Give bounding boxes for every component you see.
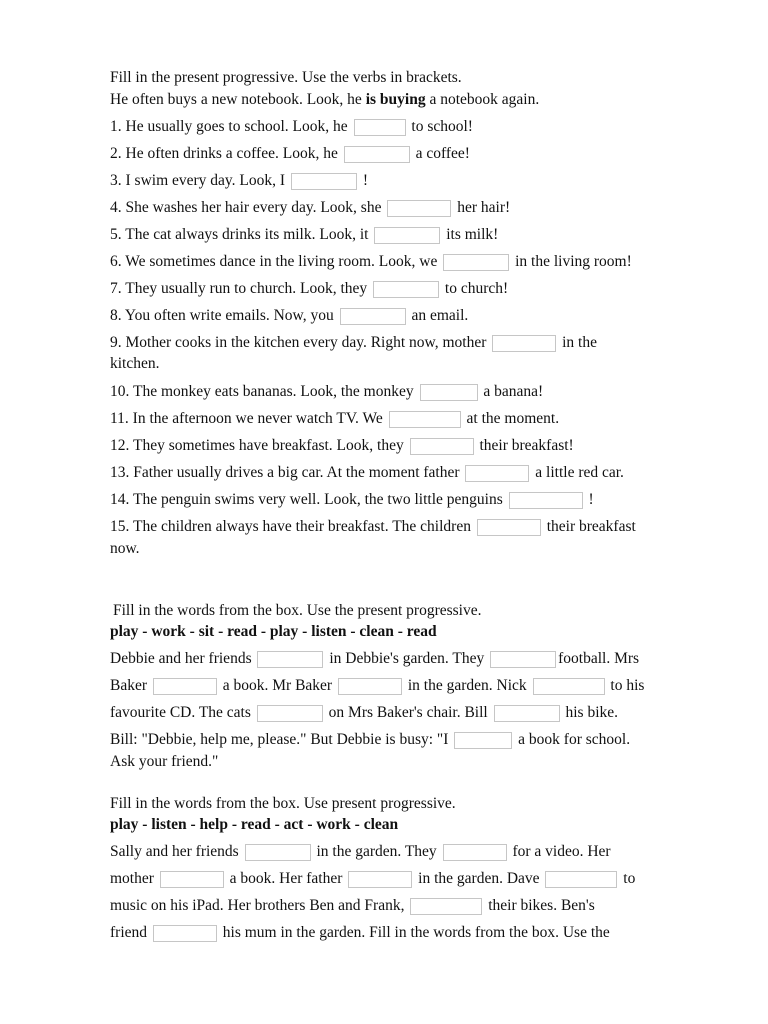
item-tail: its milk! <box>446 226 499 243</box>
item-12 <box>110 437 574 455</box>
exercise-1-title: Fill in the present progressive. Use the verbs in brackets. <box>110 69 462 86</box>
item-text: 14. The penguin swims very well. Look, the two little penguins <box>110 491 503 508</box>
item-text: 7. They usually run to church. Look, they <box>110 280 368 297</box>
item-6 <box>110 253 632 271</box>
ex2-gap-3[interactable] <box>153 678 217 695</box>
ex2-line-5: Ask your friend." <box>110 753 219 770</box>
ex2-text: Baker <box>110 677 148 694</box>
item-tail: their breakfast <box>546 518 636 535</box>
answer-field-1[interactable] <box>354 119 406 136</box>
ex3-text: in the garden. Dave <box>418 870 540 887</box>
ex2-text: a book. Mr Baker <box>222 677 333 694</box>
ex2-text: a book for school. <box>518 731 631 748</box>
ex3-text: their bikes. Ben's <box>488 897 595 914</box>
ex2-line-3 <box>110 704 618 722</box>
ex3-gap-3[interactable] <box>160 871 224 888</box>
ex2-text: Bill: "Debbie, help me, please." But Debbie is busy: "I <box>110 731 449 748</box>
ex2-gap-4[interactable] <box>338 678 402 695</box>
answer-field-13[interactable] <box>465 465 529 482</box>
item-text: 4. She washes her hair every day. Look, she <box>110 199 382 216</box>
ex3-line-2 <box>110 870 635 888</box>
item-8 <box>110 307 468 325</box>
item-text: 1. He usually goes to school. Look, he <box>110 118 348 135</box>
item-tail: a banana! <box>483 383 544 400</box>
ex2-text: in the garden. Nick <box>407 677 527 694</box>
item-tail: a coffee! <box>415 145 470 162</box>
exercise-3-title: Fill in the words from the box. Use present progressive. <box>110 795 456 812</box>
item-9 <box>110 334 597 352</box>
item-4 <box>110 199 510 217</box>
ex3-line-1 <box>110 843 611 861</box>
example-answer: is buying <box>365 91 426 108</box>
example-suffix: a notebook again. <box>425 91 540 108</box>
ex2-text: his bike. <box>565 704 619 721</box>
ex2-line-4 <box>110 731 630 749</box>
ex3-text: in the garden. They <box>316 843 437 860</box>
item-text: 5. The cat always drinks its milk. Look, it <box>110 226 369 243</box>
ex2-gap-6[interactable] <box>257 705 323 722</box>
ex3-text: a book. Her father <box>229 870 343 887</box>
item-5 <box>110 226 498 244</box>
ex3-gap-6[interactable] <box>410 898 482 915</box>
answer-field-7[interactable] <box>373 281 439 298</box>
answer-field-6[interactable] <box>443 254 509 271</box>
answer-field-15[interactable] <box>477 519 541 536</box>
answer-field-10[interactable] <box>420 384 478 401</box>
item-15-continued: now. <box>110 540 140 557</box>
item-tail: ! <box>588 491 594 508</box>
ex3-line-4 <box>110 924 610 942</box>
item-14 <box>110 491 594 509</box>
exercise-2-title: Fill in the words from the box. Use the present progressive. <box>113 602 482 619</box>
ex2-text: to his <box>610 677 645 694</box>
item-tail: ! <box>362 172 368 189</box>
ex2-line-1 <box>110 650 639 668</box>
ex3-text: music on his iPad. Her brothers Ben and Frank, <box>110 897 405 914</box>
item-7 <box>110 280 508 298</box>
item-text: 2. He often drinks a coffee. Look, he <box>110 145 338 162</box>
word-box-2: play - work - sit - read - play - listen - clean - read <box>110 623 437 640</box>
ex2-line-2 <box>110 677 644 695</box>
item-text: 15. The children always have their breakfast. The children <box>110 518 471 535</box>
answer-field-5[interactable] <box>374 227 440 244</box>
item-15 <box>110 518 636 536</box>
ex3-gap-5[interactable] <box>545 871 617 888</box>
ex2-text: Debbie and her friends <box>110 650 252 667</box>
ex3-text: for a video. Her <box>512 843 611 860</box>
answer-field-11[interactable] <box>389 411 461 428</box>
example-sentence <box>110 91 539 109</box>
ex2-gap-2[interactable] <box>490 651 556 668</box>
example-prefix: He often buys a new notebook. Look, he <box>110 91 366 108</box>
ex2-text: football. Mrs <box>558 650 640 667</box>
item-1 <box>110 118 473 136</box>
ex2-gap-7[interactable] <box>494 705 560 722</box>
ex3-text: friend <box>110 924 148 941</box>
item-text: 13. Father usually drives a big car. At the moment father <box>110 464 460 481</box>
ex3-text: Sally and her friends <box>110 843 239 860</box>
answer-field-4[interactable] <box>387 200 451 217</box>
item-text: 6. We sometimes dance in the living room. Look, we <box>110 253 438 270</box>
item-11 <box>110 410 559 428</box>
ex3-line-3 <box>110 897 595 915</box>
item-tail: an email. <box>411 307 469 324</box>
ex3-gap-7[interactable] <box>153 925 217 942</box>
item-tail: her hair! <box>457 199 511 216</box>
answer-field-14[interactable] <box>509 492 583 509</box>
answer-field-8[interactable] <box>340 308 406 325</box>
answer-field-12[interactable] <box>410 438 474 455</box>
ex2-gap-1[interactable] <box>257 651 323 668</box>
item-tail: to church! <box>444 280 509 297</box>
item-text: 10. The monkey eats bananas. Look, the monkey <box>110 383 414 400</box>
item-tail: at the moment. <box>466 410 560 427</box>
ex3-gap-1[interactable] <box>245 844 311 861</box>
ex2-text: favourite CD. The cats <box>110 704 251 721</box>
item-tail: their breakfast! <box>479 437 574 454</box>
item-tail: in the <box>562 334 597 351</box>
item-text: 3. I swim every day. Look, I <box>110 172 286 189</box>
item-2 <box>110 145 470 163</box>
item-tail: a little red car. <box>535 464 624 481</box>
item-9-continued: kitchen. <box>110 355 160 372</box>
answer-field-9[interactable] <box>492 335 556 352</box>
ex3-gap-4[interactable] <box>348 871 412 888</box>
ex2-gap-8[interactable] <box>454 732 512 749</box>
item-tail: to school! <box>411 118 473 135</box>
item-tail: in the living room! <box>515 253 632 270</box>
answer-field-2[interactable] <box>344 146 410 163</box>
item-text: 11. In the afternoon we never watch TV. We <box>110 410 383 427</box>
word-box-3: play - listen - help - read - act - work - clean <box>110 816 399 833</box>
answer-field-3[interactable] <box>291 173 357 190</box>
ex3-text: to <box>623 870 636 887</box>
item-text: 8. You often write emails. Now, you <box>110 307 334 324</box>
item-3 <box>110 172 368 190</box>
ex3-text: mother <box>110 870 154 887</box>
ex2-gap-5[interactable] <box>533 678 605 695</box>
ex2-text: in Debbie's garden. They <box>329 650 485 667</box>
item-13 <box>110 464 624 482</box>
ex3-text: his mum in the garden. Fill in the words from the box. Use the <box>222 924 610 941</box>
item-text: 12. They sometimes have breakfast. Look, they <box>110 437 404 454</box>
item-10 <box>110 383 543 401</box>
ex2-text: on Mrs Baker's chair. Bill <box>328 704 488 721</box>
item-text: 9. Mother cooks in the kitchen every day. Right now, mother <box>110 334 487 351</box>
ex3-gap-2[interactable] <box>443 844 507 861</box>
